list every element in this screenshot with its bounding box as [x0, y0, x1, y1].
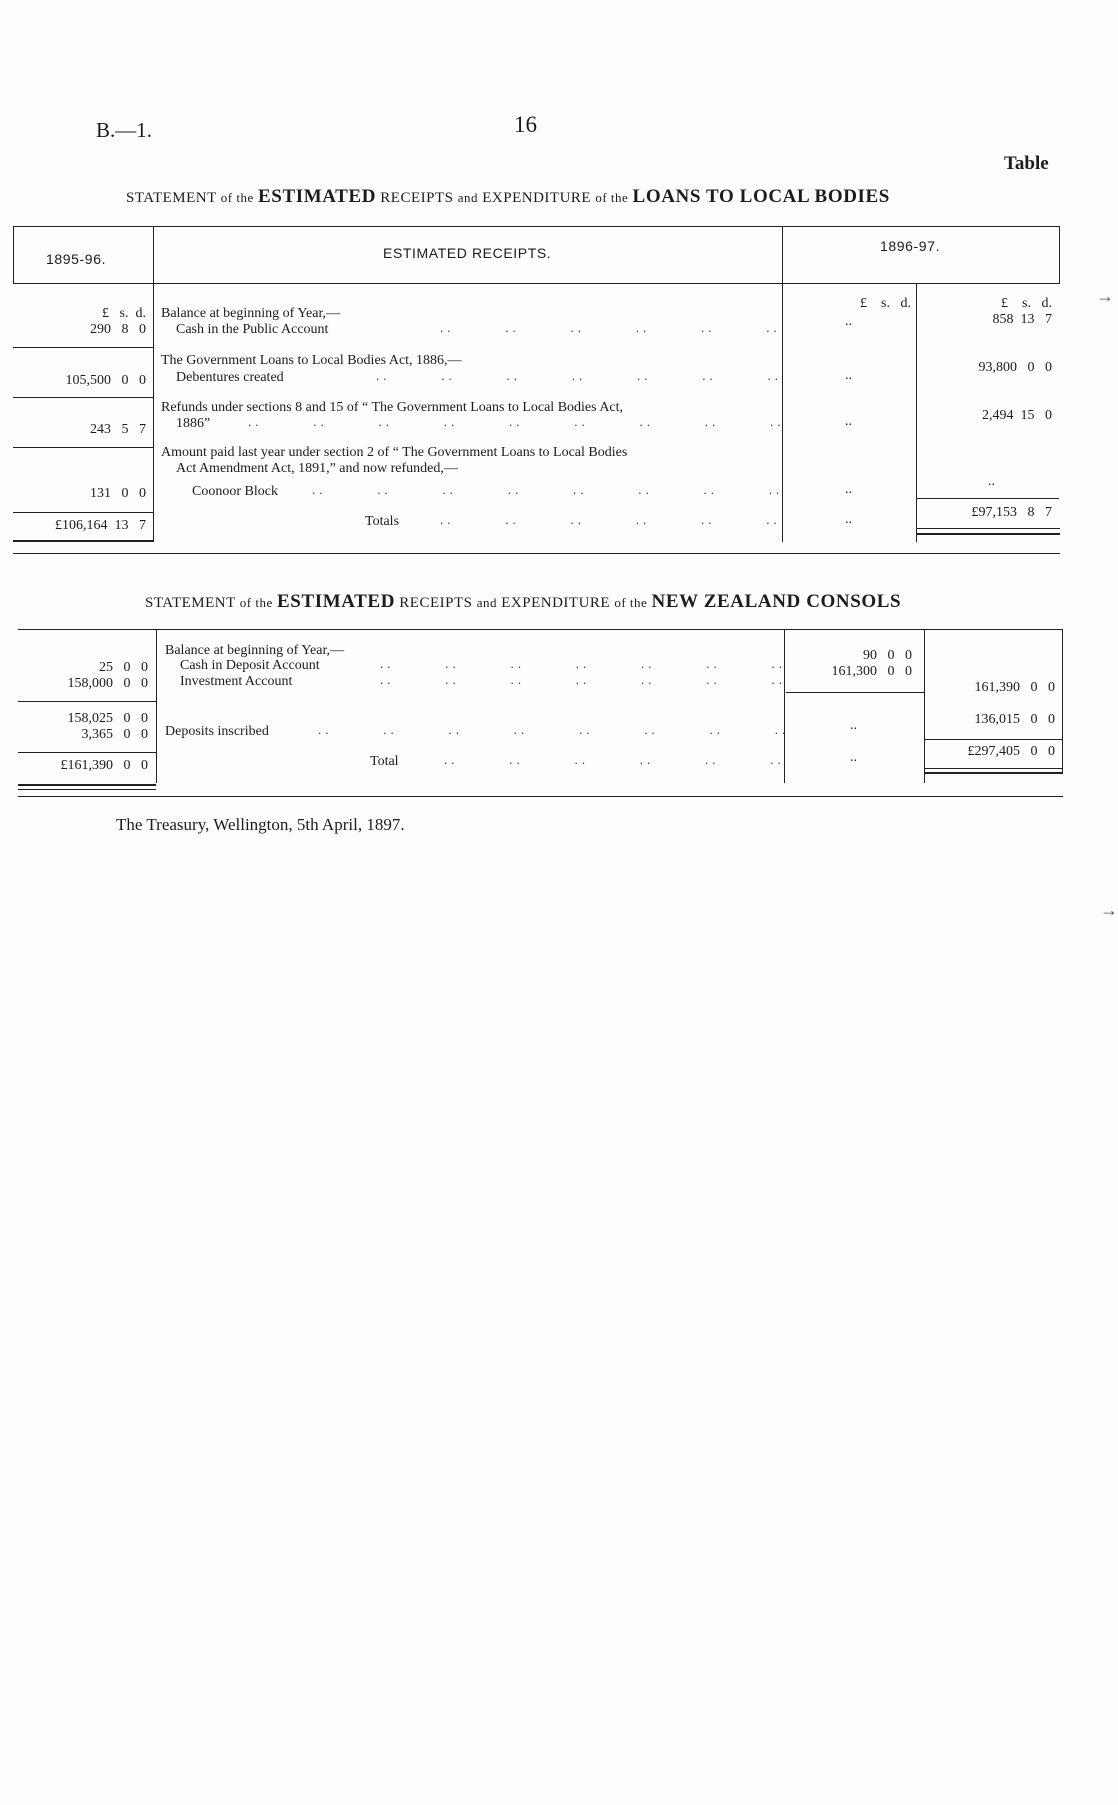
table1-row3-leader: .. .. .. .. .. .. .. .. .. — [248, 414, 785, 429]
table1-row4-1895-value: 131 0 0 — [90, 486, 146, 501]
table1-units-mid: £ s. d. — [860, 296, 911, 311]
table2-deposit-label: Cash in Deposit Account — [180, 658, 320, 673]
table1-units-left: £ s. d. — [102, 306, 146, 321]
table1-row2-1896-value: 93,800 0 0 — [978, 360, 1052, 375]
table1-total-1896: £97,153 8 7 — [971, 505, 1052, 520]
table1-row3-1896-value: 2,494 15 0 — [982, 408, 1052, 423]
margin-arrow-icon: → — [1096, 286, 1114, 306]
table1-row2-label: Debentures created — [176, 370, 284, 385]
table1-total-label: Totals — [365, 514, 400, 529]
table1-row2-heading: The Government Loans to Local Bodies Act, 1886,— — [161, 353, 462, 368]
table2-subtotal-left: 158,025 0 0 — [67, 711, 148, 726]
table2-inscribed-left: 3,365 0 0 — [81, 727, 148, 742]
table1-header-1896-97: 1896-97. — [880, 238, 941, 254]
table2-total-left: £161,390 0 0 — [60, 758, 148, 773]
table2-deposit-left: 25 0 0 — [99, 660, 148, 675]
page-number: 16 — [514, 112, 537, 137]
table1-row2-mid: .. — [845, 368, 852, 383]
table1-title: STATEMENT of the ESTIMATED RECEIPTS and EXPENDITURE of the LOANS TO LOCAL BODIES — [126, 186, 890, 207]
table1-total-leader: .. .. .. .. .. .. — [440, 512, 781, 527]
table2-inscribed-right: 136,015 0 0 — [974, 712, 1055, 727]
table2-total-leader: .. .. .. .. .. .. — [444, 752, 785, 767]
table2-total-mid: .. — [850, 750, 857, 765]
table2-investment-leader: .. .. .. .. .. .. .. — [380, 672, 786, 687]
table2-deposit-leader: .. .. .. .. .. .. .. — [380, 656, 786, 671]
table1-row2-leader: .. .. .. .. .. .. .. — [376, 368, 782, 383]
table1-row4-heading: Amount paid last year under section 2 of “ The Government Loans to Local Bodies — [161, 445, 628, 460]
table1-row1-1895-value: 290 8 0 — [90, 322, 146, 337]
table1-row4-1896-value: .. — [988, 474, 995, 489]
table1-row3-label: 1886” — [176, 416, 211, 431]
table2-investment-mid: 161,300 0 0 — [831, 664, 912, 679]
table1-total-mid: .. — [845, 512, 852, 527]
table1-total-1895: £106,164 13 7 — [55, 518, 146, 533]
document-reference: B.—1. — [96, 118, 153, 142]
table1-header-estimated-receipts: ESTIMATED RECEIPTS. — [383, 245, 552, 261]
table1-row2-1895-value: 105,500 0 0 — [65, 373, 146, 388]
table1-row1-label: Cash in the Public Account — [176, 322, 329, 337]
table2-total-label: Total — [370, 754, 399, 769]
table2-deposit-mid: 90 0 0 — [863, 648, 912, 663]
table1-row3-mid: .. — [845, 414, 852, 429]
table1-row1-mid: .. — [845, 314, 852, 329]
table2-title: STATEMENT of the ESTIMATED RECEIPTS and EXPENDITURE of the NEW ZEALAND CONSOLS — [145, 591, 902, 612]
table1-units-right: £ s. d. — [1001, 296, 1052, 311]
table-label: Table — [1004, 153, 1049, 174]
table1-row3-1895-value: 243 5 7 — [90, 422, 146, 437]
table1-header-1895-96: 1895-96. — [46, 251, 107, 267]
table2-inscribed-label: Deposits inscribed — [165, 724, 269, 739]
table2-investment-left: 158,000 0 0 — [67, 676, 148, 691]
table1-row4-mid: .. — [845, 482, 852, 497]
table2-total-right: £297,405 0 0 — [967, 744, 1055, 759]
table1-row4-label: Coonoor Block — [192, 484, 278, 499]
table2-balance-right: 161,390 0 0 — [974, 680, 1055, 695]
table1-row3-heading: Refunds under sections 8 and 15 of “ The Government Loans to Local Bodies Act, — [161, 400, 624, 415]
table1-row1-leader: .. .. .. .. .. .. — [440, 320, 781, 335]
table1-row1-1896-value: 858 13 7 — [992, 312, 1052, 327]
table2-balance-heading: Balance at beginning of Year,— — [165, 643, 345, 658]
margin-arrow-icon: → — [1100, 900, 1118, 920]
table2-inscribed-leader: .. .. .. .. .. .. .. .. — [318, 722, 790, 737]
table2-inscribed-mid: .. — [850, 718, 857, 733]
treasury-signature-line: The Treasury, Wellington, 5th April, 1897. — [116, 815, 405, 834]
table1-row4-leader: .. .. .. .. .. .. .. .. — [312, 482, 784, 497]
table1-row1-heading: Balance at beginning of Year,— — [161, 306, 341, 321]
table1-row4-heading-cont: Act Amendment Act, 1891,” and now refunded,— — [176, 461, 458, 476]
table2-investment-label: Investment Account — [180, 674, 293, 689]
